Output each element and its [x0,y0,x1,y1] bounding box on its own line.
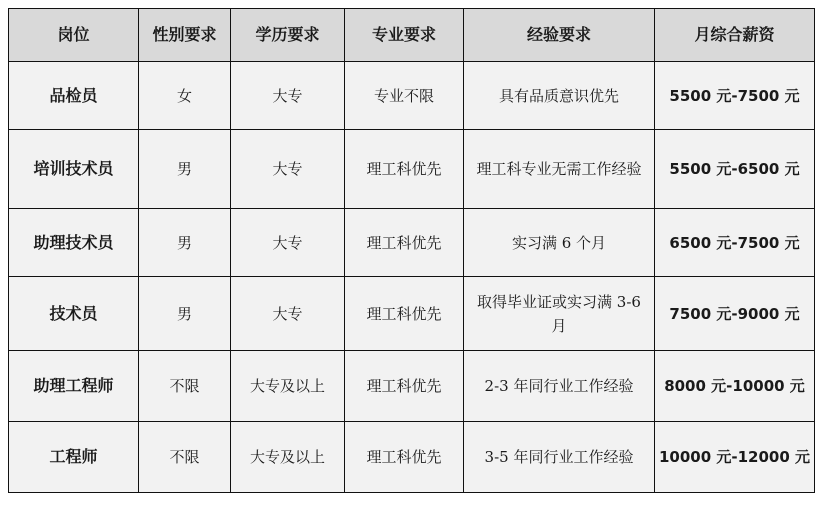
cell-education: 大专及以上 [231,351,345,422]
cell-position: 助理工程师 [9,351,139,422]
header-gender: 性别要求 [139,9,231,62]
table-row [9,351,815,422]
cell-gender: 女 [139,62,231,130]
header-experience: 经验要求 [464,9,655,62]
cell-salary: 6500 元-7500 元 [655,209,815,277]
cell-salary: 5500 元-6500 元 [655,130,815,209]
header-salary: 月综合薪资 [655,9,815,62]
cell-education: 大专 [231,62,345,130]
table-row [9,130,815,209]
cell-gender: 不限 [139,422,231,493]
cell-gender: 男 [139,209,231,277]
table-row [9,422,815,493]
cell-gender: 男 [139,130,231,209]
cell-major: 理工科优先 [345,422,464,493]
header-row [9,9,815,62]
cell-education: 大专及以上 [231,422,345,493]
cell-experience: 实习满 6 个月 [464,209,655,277]
header-position: 岗位 [9,9,139,62]
cell-major: 专业不限 [345,62,464,130]
cell-experience: 理工科专业无需工作经验 [464,130,655,209]
cell-major: 理工科优先 [345,351,464,422]
cell-experience: 2-3 年同行业工作经验 [464,351,655,422]
cell-gender: 不限 [139,351,231,422]
cell-position: 工程师 [9,422,139,493]
cell-major: 理工科优先 [345,277,464,351]
cell-education: 大专 [231,209,345,277]
cell-experience: 取得毕业证或实习满 3-6 月 [464,277,655,351]
cell-salary: 10000 元-12000 元 [655,422,815,493]
cell-salary: 5500 元-7500 元 [655,62,815,130]
cell-salary: 8000 元-10000 元 [655,351,815,422]
cell-position: 品检员 [9,62,139,130]
job-requirements-table [8,8,815,493]
cell-salary: 7500 元-9000 元 [655,277,815,351]
cell-major: 理工科优先 [345,209,464,277]
cell-position: 培训技术员 [9,130,139,209]
cell-education: 大专 [231,130,345,209]
cell-major: 理工科优先 [345,130,464,209]
cell-education: 大专 [231,277,345,351]
table-row [9,62,815,130]
header-major: 专业要求 [345,9,464,62]
cell-position: 助理技术员 [9,209,139,277]
cell-position: 技术员 [9,277,139,351]
table-row [9,277,815,351]
cell-experience: 3-5 年同行业工作经验 [464,422,655,493]
header-education: 学历要求 [231,9,345,62]
cell-gender: 男 [139,277,231,351]
table-row [9,209,815,277]
cell-experience: 具有品质意识优先 [464,62,655,130]
